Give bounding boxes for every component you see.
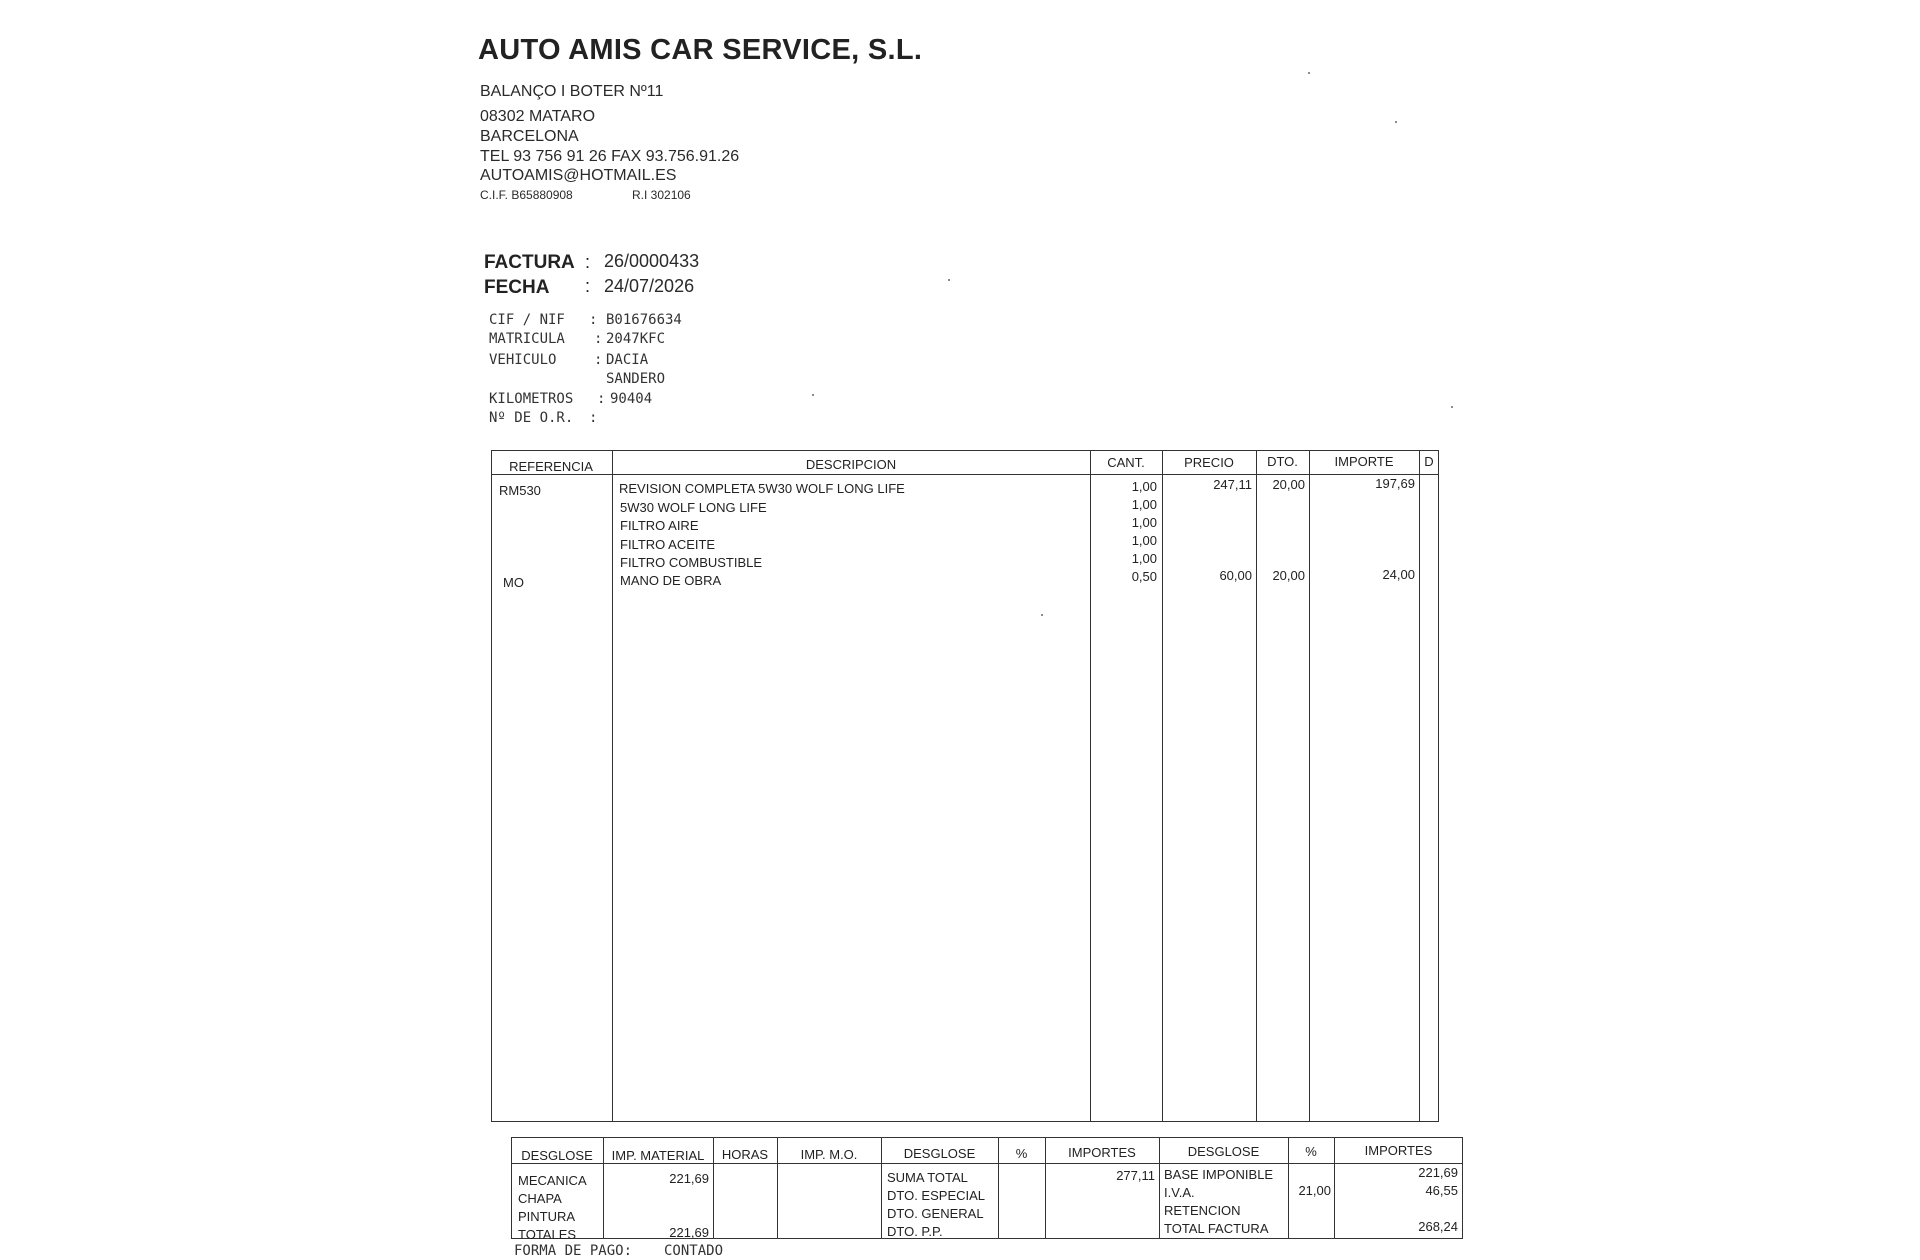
- sum-header-importes-1: IMPORTES: [1068, 1145, 1136, 1160]
- cif-label: CIF / NIF: [489, 312, 565, 328]
- km-value: 90404: [610, 391, 653, 407]
- sum-header-imp-mo: IMP. M.O.: [800, 1147, 858, 1162]
- sum-totales-label: TOTALES: [518, 1227, 577, 1242]
- company-address-city: 08302 MATARO: [480, 108, 596, 125]
- line-3-cant: 1,00: [1131, 515, 1157, 530]
- km-label: KILOMETROS: [489, 391, 574, 407]
- sum-iva-pct: 21,00: [1298, 1183, 1331, 1198]
- company-phone-fax: TEL 93 756 91 26 FAX 93.756.91.26: [480, 148, 740, 165]
- sum-suma-total-label: SUMA TOTAL: [887, 1170, 968, 1185]
- factura-colon: :: [585, 252, 591, 272]
- vehiculo-make: DACIA: [606, 352, 649, 368]
- scan-speck: [1451, 406, 1453, 408]
- scan-speck: [1308, 72, 1310, 74]
- company-address-street: BALANÇO I BOTER Nº11: [480, 83, 664, 100]
- sum-mecanica-label: MECANICA: [518, 1173, 587, 1188]
- line-6-desc: MANO DE OBRA: [620, 573, 722, 588]
- scan-speck: [948, 279, 950, 281]
- company-address-province: BARCELONA: [480, 128, 579, 145]
- line-1-precio: 247,11: [1213, 477, 1252, 492]
- line-1-cant: 1,00: [1131, 479, 1157, 494]
- sum-retencion-label: RETENCION: [1164, 1203, 1241, 1218]
- sum-header-desglose-2: DESGLOSE: [903, 1146, 976, 1161]
- sum-suma-total-value: 277,11: [1116, 1168, 1155, 1183]
- sum-dto-especial-label: DTO. ESPECIAL: [887, 1188, 986, 1203]
- fecha-value: 24/07/2026: [604, 276, 695, 296]
- sum-header-imp-material: IMP. MATERIAL: [611, 1148, 705, 1163]
- sum-dto-general-label: DTO. GENERAL: [887, 1206, 984, 1221]
- line-1-ref: RM530: [499, 483, 541, 498]
- line-4-desc: FILTRO ACEITE: [620, 537, 716, 552]
- company-email: AUTOAMIS@HOTMAIL.ES: [480, 167, 677, 184]
- line-2-cant: 1,00: [1131, 497, 1157, 512]
- header-precio: PRECIO: [1184, 455, 1234, 470]
- company-cif: C.I.F. B65880908: [480, 188, 573, 202]
- sum-pintura-label: PINTURA: [518, 1209, 576, 1224]
- vehiculo-colon: :: [594, 352, 603, 368]
- vehiculo-label: VEHICULO: [489, 352, 557, 368]
- sum-header-pct-1: %: [1015, 1146, 1028, 1161]
- col-divider-importe: [1419, 450, 1420, 1122]
- sum-totales-material: 221,69: [669, 1225, 709, 1240]
- cif-colon: :: [589, 312, 598, 328]
- line-6-ref: MO: [503, 575, 524, 590]
- scan-speck: [1395, 121, 1397, 123]
- matricula-colon: :: [594, 331, 603, 347]
- or-colon: :: [589, 410, 598, 426]
- col-divider-dto: [1309, 450, 1310, 1122]
- col-divider-desc: [1090, 450, 1091, 1122]
- line-items-header-rule: [491, 474, 1439, 475]
- km-colon: :: [597, 391, 606, 407]
- line-6-dto: 20,00: [1272, 568, 1305, 583]
- sum-iva-value: 46,55: [1425, 1183, 1458, 1198]
- header-descripcion: DESCRIPCION: [805, 457, 897, 472]
- line-6-precio: 60,00: [1219, 568, 1252, 583]
- header-referencia: REFERENCIA: [509, 459, 593, 474]
- col-divider-cant: [1162, 450, 1163, 1122]
- line-3-desc: FILTRO AIRE: [620, 518, 699, 533]
- factura-label: FACTURA: [484, 252, 575, 273]
- sum-header-horas: HORAS: [721, 1147, 769, 1162]
- col-divider-ref: [612, 450, 613, 1122]
- summary-header-rule: [511, 1163, 1463, 1164]
- company-ri: R.I 302106: [632, 188, 691, 202]
- line-6-importe: 24,00: [1382, 567, 1415, 582]
- sum-header-desglose-1: DESGLOSE: [521, 1148, 593, 1163]
- sum-base-imponible-label: BASE IMPONIBLE: [1164, 1167, 1274, 1182]
- header-importe: IMPORTE: [1334, 454, 1394, 469]
- matricula-value: 2047KFC: [606, 331, 666, 347]
- vehiculo-model: SANDERO: [606, 371, 666, 387]
- sum-total-factura-value: 268,24: [1418, 1219, 1458, 1234]
- line-1-dto: 20,00: [1272, 477, 1305, 492]
- sum-dto-pp-label: DTO. P.P.: [887, 1224, 943, 1239]
- line-5-desc: FILTRO COMBUSTIBLE: [620, 555, 763, 570]
- fecha-label: FECHA: [484, 277, 550, 298]
- fecha-colon: :: [585, 276, 591, 296]
- sum-iva-label: I.V.A.: [1164, 1185, 1195, 1200]
- sum-total-factura-label: TOTAL FACTURA: [1164, 1221, 1269, 1236]
- sum-header-importes-2: IMPORTES: [1364, 1143, 1433, 1158]
- line-2-desc: 5W30 WOLF LONG LIFE: [620, 500, 767, 515]
- sum-base-imponible-value: 221,69: [1418, 1165, 1458, 1180]
- line-1-importe: 197,69: [1375, 476, 1415, 491]
- company-name: AUTO AMIS CAR SERVICE, S.L.: [478, 34, 923, 66]
- matricula-label: MATRICULA: [489, 331, 565, 347]
- line-4-cant: 1,00: [1131, 533, 1157, 548]
- or-label: Nº DE O.R.: [489, 410, 574, 426]
- payment-value: CONTADO: [664, 1243, 724, 1259]
- factura-number: 26/0000433: [604, 251, 700, 271]
- line-5-cant: 1,00: [1131, 551, 1157, 566]
- sum-header-desglose-3: DESGLOSE: [1187, 1144, 1260, 1159]
- header-cant: CANT.: [1107, 455, 1145, 470]
- sum-header-pct-2: %: [1305, 1144, 1317, 1159]
- col-divider-precio: [1256, 450, 1257, 1122]
- header-d: D: [1424, 454, 1434, 469]
- line-1-desc: REVISION COMPLETA 5W30 WOLF LONG LIFE: [619, 481, 905, 496]
- cif-value: B01676634: [606, 312, 682, 328]
- scan-speck: [812, 394, 814, 396]
- header-dto: DTO.: [1267, 454, 1298, 469]
- line-6-cant: 0,50: [1131, 569, 1157, 584]
- scan-speck: [1041, 614, 1043, 616]
- sum-mecanica-material: 221,69: [669, 1171, 709, 1186]
- payment-label: FORMA DE PAGO:: [514, 1243, 633, 1259]
- sum-chapa-label: CHAPA: [518, 1191, 562, 1206]
